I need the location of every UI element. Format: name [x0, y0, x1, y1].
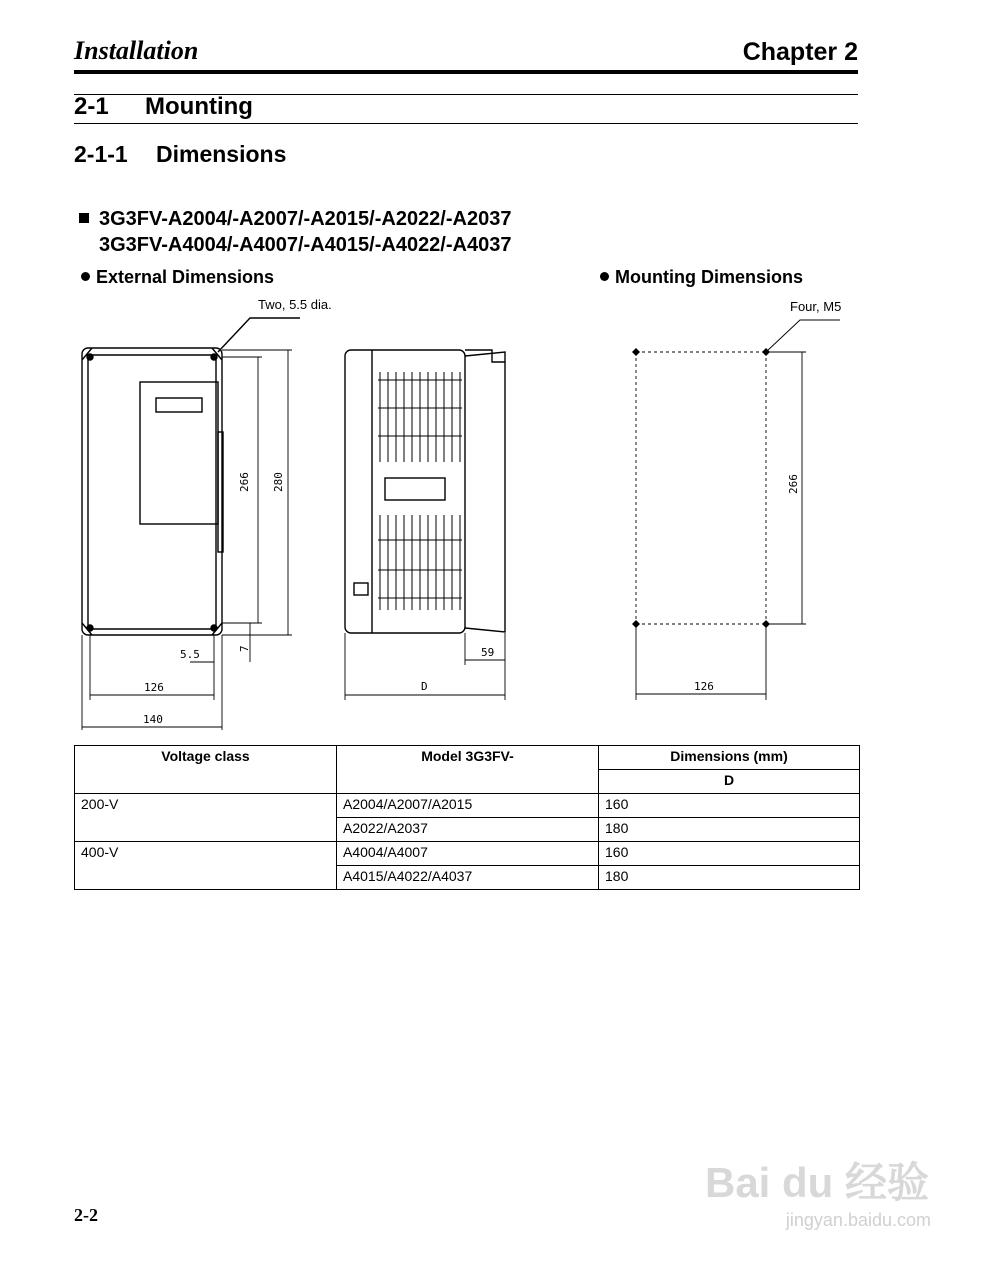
page-number: 2-2	[74, 1205, 98, 1225]
side-vents-top	[378, 372, 462, 462]
cell-model: A4004/A4007	[337, 842, 599, 866]
dim-label-5-5: 5.5	[180, 648, 200, 661]
mounting-holes	[632, 348, 770, 628]
dim-label-280: 280	[272, 472, 285, 492]
front-corner-bevels	[82, 348, 222, 635]
front-inner-panel	[88, 355, 216, 629]
side-vents-bottom	[378, 515, 462, 610]
front-display-window	[156, 398, 202, 412]
cell-d: 160	[599, 794, 860, 818]
external-dimensions-heading	[81, 267, 274, 288]
mounting-view	[636, 320, 840, 700]
mounting-heading-text: Mounting Dimensions	[615, 267, 803, 287]
table-row	[75, 842, 860, 866]
table-header-row	[75, 746, 860, 770]
front-hole-top-right-icon	[211, 354, 217, 360]
bullet-dot-icon	[600, 272, 609, 281]
bullet-dot-icon	[81, 272, 90, 281]
subsection-title: Dimensions	[156, 141, 287, 167]
side-label-window	[385, 478, 445, 500]
mount-dim-label-126: 126	[694, 680, 714, 693]
mount-hole-leader	[766, 320, 840, 352]
front-hole-leader	[218, 318, 300, 352]
dim-label-126: 126	[144, 681, 164, 694]
dim-label-7: 7	[238, 645, 251, 652]
cell-model: A4015/A4022/A4037	[337, 866, 599, 890]
watermark-url: jingyan.baidu.com	[785, 1210, 931, 1230]
model-line-2: 3G3FV-A4004/-A4007/-A4015/-A4022/-A4037	[99, 234, 512, 256]
side-vent-slots-bottom	[380, 515, 460, 610]
front-hole-top-icon	[87, 354, 93, 360]
mounting-dimensions-heading	[600, 267, 803, 288]
external-heading-text: External Dimensions	[96, 267, 275, 287]
header-rule	[74, 70, 858, 74]
header-voltage-class: Voltage class	[75, 746, 337, 794]
header-model: Model 3G3FV-	[337, 746, 599, 794]
side-body	[345, 350, 465, 633]
front-dimension-lines	[82, 350, 292, 730]
dimensions-table	[74, 745, 860, 890]
cell-d: 180	[599, 866, 860, 890]
model-line-1: 3G3FV-A2004/-A2007/-A2015/-A2022/-A2037	[99, 208, 512, 230]
header-dimensions: Dimensions (mm)	[599, 746, 860, 770]
front-hole-bottom-right-icon	[211, 625, 217, 631]
dim-label-d: D	[421, 680, 428, 693]
cell-model: A2022/A2037	[337, 818, 599, 842]
mounting-hole-note: Four, M5	[790, 299, 842, 314]
dim-label-140: 140	[143, 713, 163, 726]
mount-hole-br-icon	[762, 620, 770, 628]
dimension-drawings	[0, 300, 989, 740]
cell-d: 180	[599, 818, 860, 842]
section-title: Mounting	[145, 93, 253, 120]
side-vent-slots-top	[380, 372, 460, 462]
mount-hole-tl-icon	[632, 348, 640, 356]
subsection-number: 2-1-1	[74, 141, 128, 167]
square-bullet-icon	[79, 213, 89, 223]
header-chapter: Chapter 2	[742, 38, 858, 66]
side-terminal-icon	[354, 583, 368, 595]
cell-d: 160	[599, 842, 860, 866]
section-rule-bottom	[74, 123, 858, 124]
table-row	[75, 794, 860, 818]
dim-label-266: 266	[238, 472, 251, 492]
front-hole-bottom-icon	[87, 625, 93, 631]
front-body	[82, 348, 222, 635]
cell-model: A2004/A2007/A2015	[337, 794, 599, 818]
side-view	[345, 350, 505, 633]
header-d: D	[599, 770, 860, 794]
mount-hole-bl-icon	[632, 620, 640, 628]
external-hole-note: Two, 5.5 dia.	[258, 297, 332, 312]
mount-dim-label-266: 266	[787, 474, 800, 494]
cell-voltage: 400-V	[75, 842, 337, 890]
watermark-logo: Bai du 经验	[704, 1159, 929, 1206]
front-view	[82, 318, 300, 635]
model-list	[79, 206, 511, 258]
dim-label-59: 59	[481, 646, 495, 659]
header-section-title: Installation	[74, 36, 199, 65]
front-operator-panel	[140, 382, 218, 524]
side-heatsink	[465, 352, 505, 632]
cell-voltage: 200-V	[75, 794, 337, 842]
section-number: 2-1	[74, 93, 109, 120]
